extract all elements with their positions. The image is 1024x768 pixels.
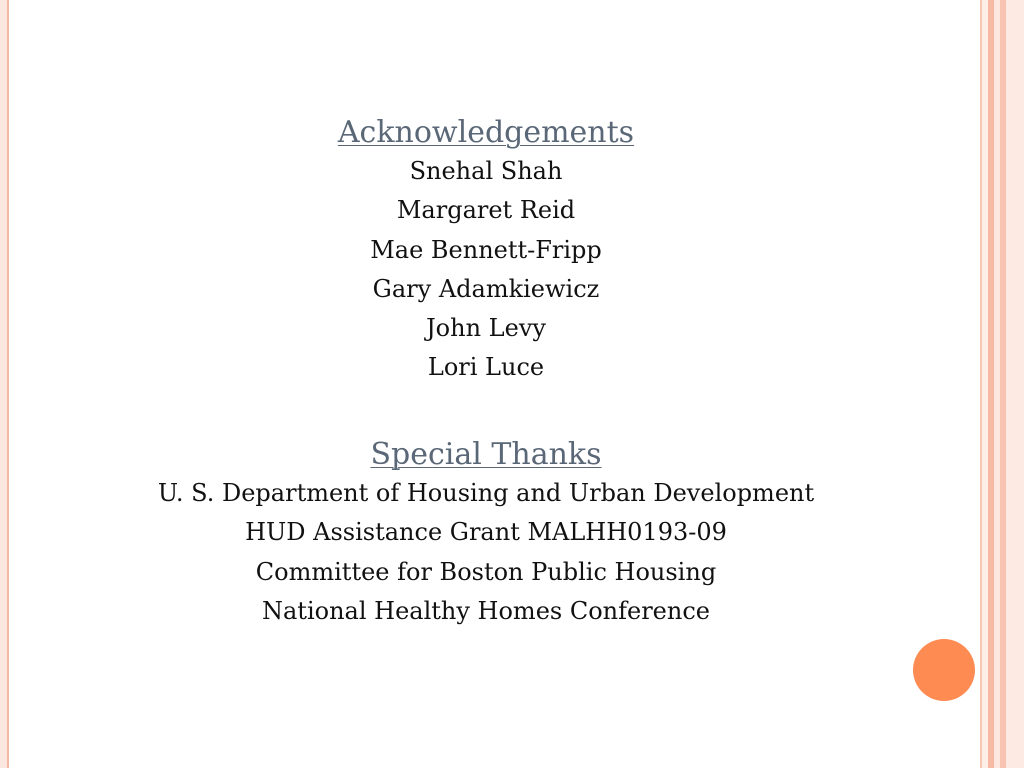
name-line: Gary Adamkiewicz bbox=[372, 274, 600, 303]
special-thanks-heading: Special Thanks bbox=[370, 437, 602, 472]
name-line: Lori Luce bbox=[427, 353, 545, 382]
acknowledgements-section bbox=[60, 114, 912, 388]
special-thanks-section bbox=[60, 436, 912, 631]
thanks-line: Committee for Boston Public Housing bbox=[255, 557, 717, 586]
acknowledgements-heading: Acknowledgements bbox=[337, 115, 635, 150]
name-line: Mae Bennett-Fripp bbox=[370, 235, 602, 264]
name-line: Margaret Reid bbox=[396, 196, 576, 225]
thanks-line: U. S. Department of Housing and Urban Development bbox=[157, 479, 815, 507]
left-border bbox=[0, 0, 9, 768]
orange-circle-icon bbox=[913, 639, 975, 701]
thanks-line: HUD Assistance Grant MALHH0193-09 bbox=[245, 518, 727, 547]
name-line: John Levy bbox=[426, 314, 546, 343]
thanks-line: National Healthy Homes Conference bbox=[262, 596, 710, 625]
stripe bbox=[1006, 0, 1024, 768]
right-stripes bbox=[978, 0, 1024, 768]
name-line: Snehal Shah bbox=[409, 157, 563, 185]
